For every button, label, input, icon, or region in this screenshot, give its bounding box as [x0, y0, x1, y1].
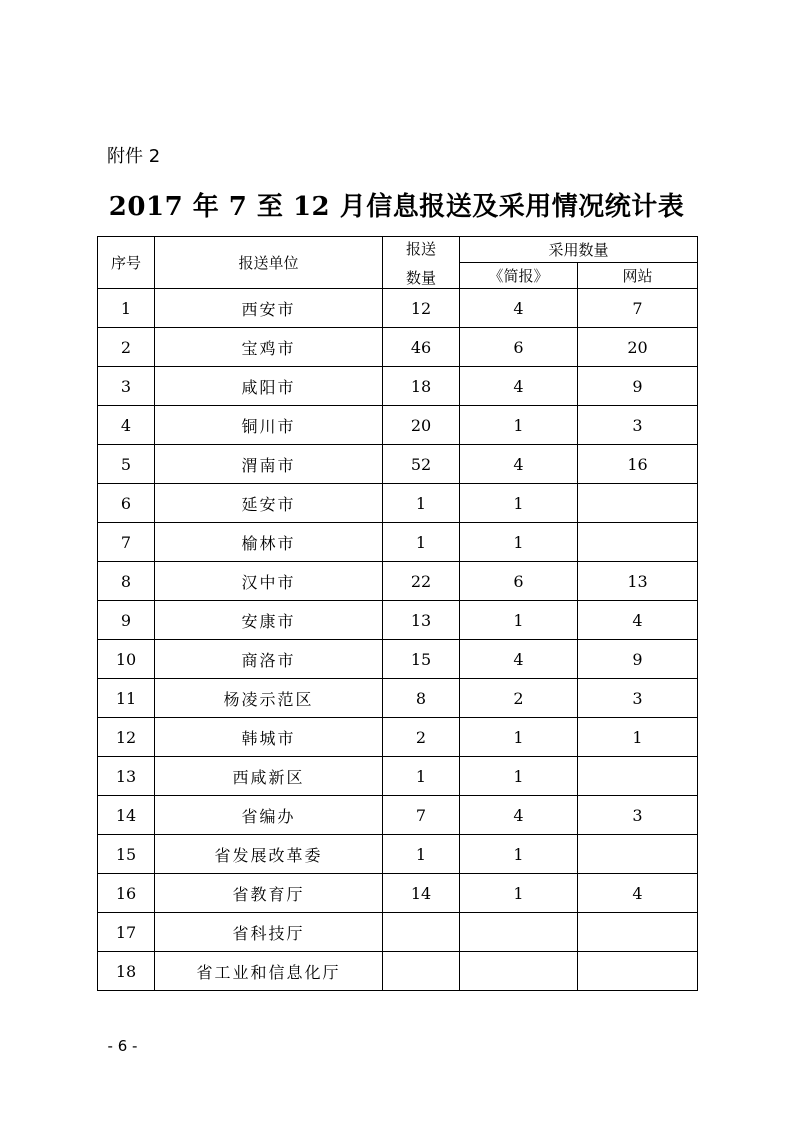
- row-website: 3: [578, 796, 698, 835]
- header-submitted: [383, 237, 460, 289]
- row-bulletin: [460, 952, 578, 991]
- row-submitted: 12: [383, 289, 460, 328]
- table-row: [98, 601, 698, 640]
- attachment-label: 附件 2: [107, 146, 161, 167]
- row-website: [578, 757, 698, 796]
- table-body: [98, 289, 698, 991]
- row-index: 1: [98, 289, 155, 328]
- row-index: 5: [98, 445, 155, 484]
- row-website: [578, 835, 698, 874]
- row-website: 13: [578, 562, 698, 601]
- row-bulletin: 1: [460, 757, 578, 796]
- header-unit: 报送单位: [155, 237, 383, 289]
- row-bulletin: 4: [460, 445, 578, 484]
- row-index: 4: [98, 406, 155, 445]
- table-row: [98, 328, 698, 367]
- row-index: 17: [98, 913, 155, 952]
- row-website: 7: [578, 289, 698, 328]
- row-submitted: 20: [383, 406, 460, 445]
- row-submitted: 46: [383, 328, 460, 367]
- row-unit: 省编办: [155, 796, 383, 835]
- row-submitted: 14: [383, 874, 460, 913]
- row-unit: 杨凌示范区: [155, 679, 383, 718]
- row-index: 10: [98, 640, 155, 679]
- statistics-table: [97, 236, 698, 991]
- row-website: [578, 523, 698, 562]
- row-unit: 渭南市: [155, 445, 383, 484]
- row-bulletin: 1: [460, 484, 578, 523]
- row-unit: 省教育厅: [155, 874, 383, 913]
- header-submitted-line2: 数量: [405, 268, 436, 287]
- row-website: 9: [578, 367, 698, 406]
- table-row: [98, 757, 698, 796]
- row-unit: 铜川市: [155, 406, 383, 445]
- row-website: 3: [578, 679, 698, 718]
- row-submitted: 13: [383, 601, 460, 640]
- row-unit: 商洛市: [155, 640, 383, 679]
- table-row: [98, 484, 698, 523]
- header-bulletin: 《简报》: [460, 263, 578, 289]
- row-website: 16: [578, 445, 698, 484]
- table-row: [98, 640, 698, 679]
- row-website: [578, 913, 698, 952]
- row-unit: 省发展改革委: [155, 835, 383, 874]
- row-bulletin: [460, 913, 578, 952]
- row-website: 1: [578, 718, 698, 757]
- row-submitted: [383, 952, 460, 991]
- row-unit: 西安市: [155, 289, 383, 328]
- row-index: 12: [98, 718, 155, 757]
- row-index: 15: [98, 835, 155, 874]
- row-submitted: [383, 913, 460, 952]
- row-bulletin: 1: [460, 523, 578, 562]
- row-index: 8: [98, 562, 155, 601]
- table-row: [98, 562, 698, 601]
- row-bulletin: 2: [460, 679, 578, 718]
- row-website: 3: [578, 406, 698, 445]
- row-bulletin: 1: [460, 601, 578, 640]
- row-unit: 安康市: [155, 601, 383, 640]
- row-unit: 省科技厅: [155, 913, 383, 952]
- row-unit: 宝鸡市: [155, 328, 383, 367]
- row-submitted: 52: [383, 445, 460, 484]
- table-header: [98, 237, 698, 289]
- row-unit: 咸阳市: [155, 367, 383, 406]
- row-index: 9: [98, 601, 155, 640]
- table-row: [98, 406, 698, 445]
- table-row: [98, 289, 698, 328]
- row-unit: 西咸新区: [155, 757, 383, 796]
- table-row: [98, 445, 698, 484]
- header-website: 网站: [578, 263, 698, 289]
- row-website: 9: [578, 640, 698, 679]
- row-submitted: 2: [383, 718, 460, 757]
- row-bulletin: 1: [460, 835, 578, 874]
- table-row: [98, 913, 698, 952]
- table-row: [98, 523, 698, 562]
- row-bulletin: 4: [460, 289, 578, 328]
- row-website: 20: [578, 328, 698, 367]
- table-row: [98, 796, 698, 835]
- table-row: [98, 835, 698, 874]
- header-submitted-line1: 报送: [405, 239, 436, 258]
- row-website: [578, 484, 698, 523]
- row-website: [578, 952, 698, 991]
- header-index: 序号: [98, 237, 155, 289]
- row-submitted: 1: [383, 757, 460, 796]
- row-index: 16: [98, 874, 155, 913]
- row-bulletin: 6: [460, 328, 578, 367]
- row-website: 4: [578, 874, 698, 913]
- row-submitted: 15: [383, 640, 460, 679]
- row-submitted: 18: [383, 367, 460, 406]
- header-adopted: 采用数量: [460, 237, 698, 263]
- row-submitted: 7: [383, 796, 460, 835]
- row-index: 7: [98, 523, 155, 562]
- table-row: [98, 679, 698, 718]
- row-bulletin: 1: [460, 718, 578, 757]
- row-index: 11: [98, 679, 155, 718]
- row-index: 14: [98, 796, 155, 835]
- row-unit: 榆林市: [155, 523, 383, 562]
- row-bulletin: 4: [460, 640, 578, 679]
- row-bulletin: 6: [460, 562, 578, 601]
- row-submitted: 1: [383, 835, 460, 874]
- row-unit: 省工业和信息化厅: [155, 952, 383, 991]
- row-bulletin: 4: [460, 367, 578, 406]
- row-unit: 延安市: [155, 484, 383, 523]
- row-index: 6: [98, 484, 155, 523]
- row-bulletin: 1: [460, 874, 578, 913]
- row-submitted: 22: [383, 562, 460, 601]
- page-number: - 6 -: [107, 1037, 138, 1055]
- document-title: 2017 年 7 至 12 月信息报送及采用情况统计表: [108, 192, 685, 222]
- table-row: [98, 367, 698, 406]
- table-row: [98, 874, 698, 913]
- row-unit: 汉中市: [155, 562, 383, 601]
- row-index: 18: [98, 952, 155, 991]
- row-submitted: 1: [383, 523, 460, 562]
- row-bulletin: 1: [460, 406, 578, 445]
- row-unit: 韩城市: [155, 718, 383, 757]
- table-row: [98, 952, 698, 991]
- row-submitted: 1: [383, 484, 460, 523]
- row-submitted: 8: [383, 679, 460, 718]
- row-bulletin: 4: [460, 796, 578, 835]
- table-row: [98, 718, 698, 757]
- row-website: 4: [578, 601, 698, 640]
- row-index: 3: [98, 367, 155, 406]
- row-index: 2: [98, 328, 155, 367]
- row-index: 13: [98, 757, 155, 796]
